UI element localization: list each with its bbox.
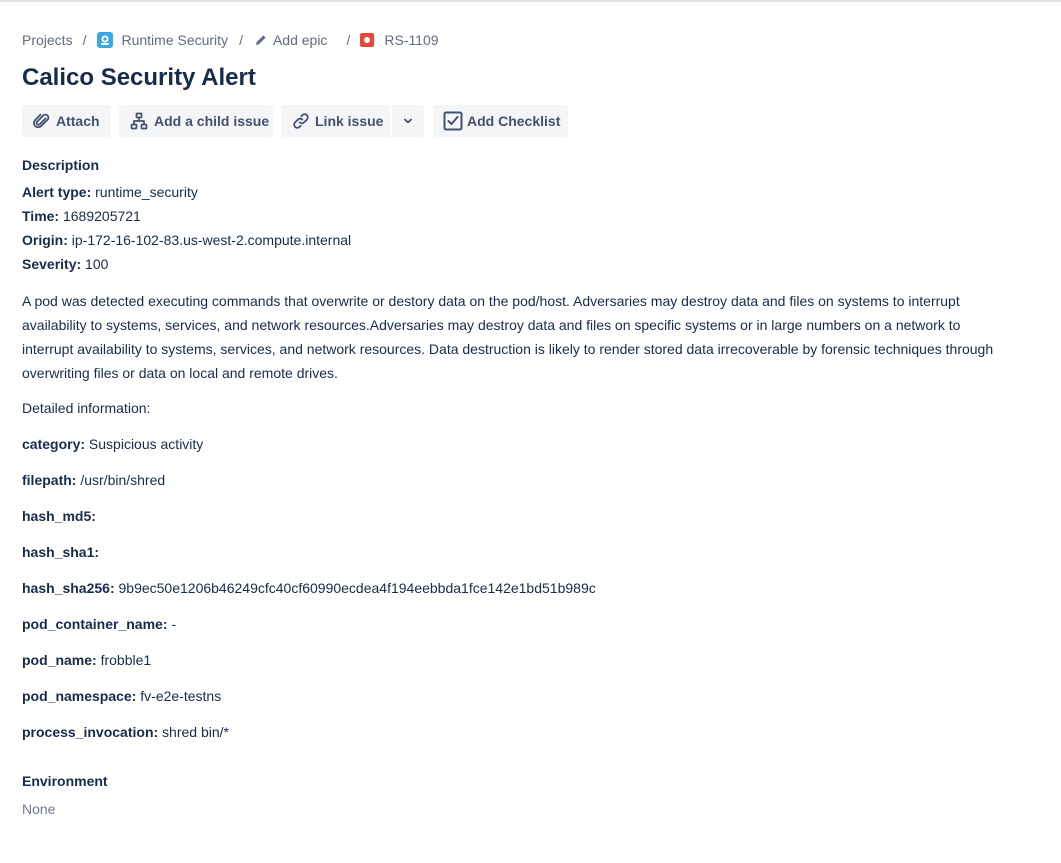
issue-title[interactable]: Calico Security Alert [22,64,256,91]
add-checklist-label: Add Checklist [467,113,561,129]
breadcrumb-projects[interactable]: Projects [22,32,73,48]
detail-value: - [171,616,177,632]
description-heading: Description [22,157,100,173]
environment-heading: Environment [22,773,108,789]
environment-value[interactable]: None [22,801,56,817]
breadcrumb-project[interactable] [97,32,228,48]
add-checklist-button[interactable] [433,105,568,137]
detail-pod-container-name [22,615,176,633]
attach-label: Attach [56,113,100,129]
link-issue-label: Link issue [315,113,384,129]
detail-hash-md5 [22,507,96,525]
detail-label: pod_name: [22,652,97,668]
add-child-issue-button[interactable] [119,105,273,137]
detail-label: process_invocation: [22,724,159,740]
detail-value: 9b9ec50e1206b46249cfc40cf60990ecdea4f194eebbda1fce142e1bd51b989c [118,580,596,596]
detail-label: hash_md5: [22,508,96,524]
detail-label: filepath: [22,472,77,488]
detail-process-invocation [22,723,229,741]
pencil-icon [255,33,267,47]
paperclip-icon [32,112,52,130]
link-issue-button[interactable] [281,105,390,137]
breadcrumb-add-epic-label: Add epic [272,32,328,48]
detail-label: hash_sha1: [22,544,100,560]
field-value: runtime_security [95,184,198,200]
link-icon [290,111,312,131]
checklist-icon [442,111,464,131]
detail-hash-sha256 [22,579,596,597]
detail-label: category: [22,436,86,452]
breadcrumb [22,30,439,50]
detail-value: frobble1 [100,652,152,668]
detail-hash-sha1 [22,543,99,561]
breadcrumb-issue-key: RS-1109 [384,32,439,48]
detail-value: Suspicious activity [88,436,204,452]
chevron-down-icon [402,115,414,127]
breadcrumb-separator: / [346,32,351,48]
breadcrumb-separator: / [239,32,243,48]
field-time [22,207,141,225]
field-label: Origin: [22,232,68,248]
detail-category [22,435,203,453]
field-value: ip-172-16-102-83.us-west-2.compute.internal [71,232,352,248]
breadcrumb-separator: / [82,32,87,48]
detail-pod-name [22,651,151,669]
breadcrumb-project-label: Runtime Security [121,32,229,48]
attach-button[interactable] [22,105,111,137]
field-label: Time: [22,208,60,224]
detail-value: /usr/bin/shred [80,472,166,488]
detail-label: hash_sha256: [22,580,115,596]
field-alert-type [22,183,198,201]
detailed-info-label: Detailed information: [22,400,151,416]
breadcrumb-issue[interactable] [360,32,438,48]
field-label: Severity: [22,256,82,272]
issue-toolbar [22,105,568,137]
hierarchy-icon [129,112,149,130]
project-avatar-icon [97,32,113,48]
detail-label: pod_namespace: [22,688,137,704]
breadcrumb-add-epic[interactable] [255,32,327,48]
bug-icon [360,33,374,47]
field-value: 1689205721 [62,208,141,224]
add-child-issue-label: Add a child issue [154,113,270,129]
detail-filepath [22,471,165,489]
detail-pod-namespace [22,687,221,705]
description-paragraph: A pod was detected executing commands that overwrite or destory data on the pod/host. Adversaries may destroy data and files on systems to interrupt availability to systems, services, and network resources.Adversaries may destroy data and files on specific systems or in large numbers on a network to interrupt availability to systems, services, and network resources. Data destruction is likely to render stored data irrecoverable by forensic techniques through overwriting files or data on local and remote drives. [22,293,994,381]
field-label: Alert type: [22,184,92,200]
field-severity [22,255,108,273]
detail-label: pod_container_name: [22,616,168,632]
more-actions-button[interactable] [392,105,424,137]
detail-value: shred bin/* [162,724,229,740]
detail-value: fv-e2e-testns [140,688,222,704]
field-value: 100 [85,256,109,272]
top-divider [0,0,1061,2]
field-origin [22,231,351,249]
